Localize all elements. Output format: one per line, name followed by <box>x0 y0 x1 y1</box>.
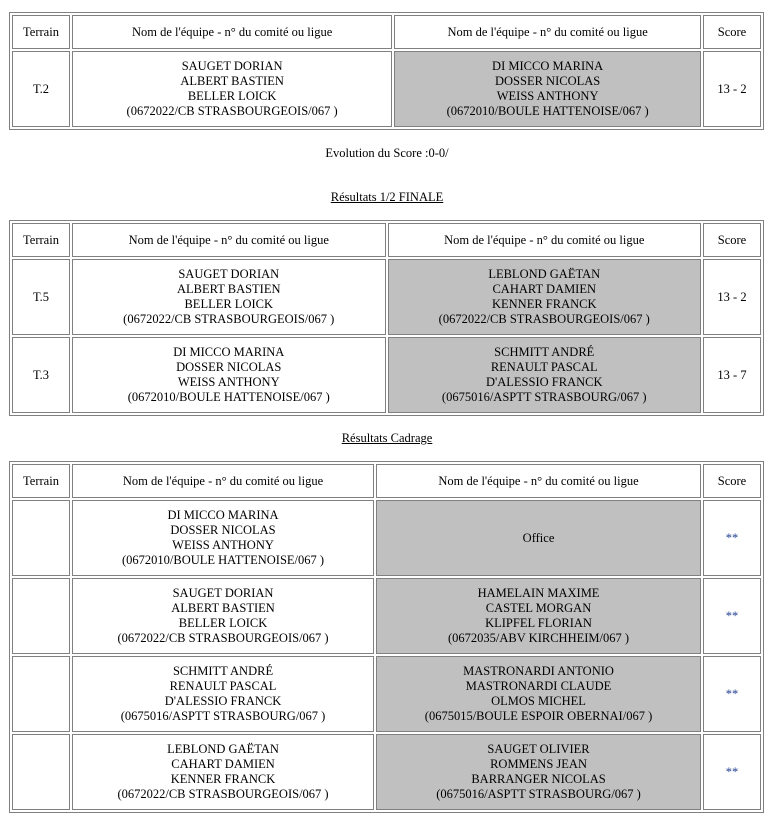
player-name: RENAULT PASCAL <box>169 679 277 693</box>
header-terrain: Terrain <box>12 223 70 257</box>
score-cell: 13 - 2 <box>703 259 761 335</box>
player-name: DOSSER NICOLAS <box>176 360 282 374</box>
player-name: SAUGET OLIVIER <box>487 742 590 756</box>
score-cell: ** <box>703 578 761 654</box>
player-name: LEBLOND GAËTAN <box>167 742 279 756</box>
terrain-cell: T.5 <box>12 259 70 335</box>
results-page <box>0 12 774 813</box>
player-name: SAUGET DORIAN <box>172 586 274 600</box>
club-line: (0675016/ASPTT STRASBOURG/067 ) <box>120 709 326 723</box>
results-table <box>9 461 764 813</box>
score-cell: ** <box>703 656 761 732</box>
club-line: (0672010/BOULE HATTENOISE/067 ) <box>446 104 649 118</box>
club-line: (0672010/BOULE HATTENOISE/067 ) <box>127 390 330 404</box>
club-line: (0675016/ASPTT STRASBOURG/067 ) <box>436 787 641 801</box>
club-line: (0672022/CB STRASBOURGEOIS/067 ) <box>117 787 329 801</box>
score-cell: ** <box>703 500 761 576</box>
team2-cell <box>388 259 702 335</box>
team1-cell <box>72 259 386 335</box>
club-line: (0675015/BOULE ESPOIR OBERNAI/067 ) <box>424 709 653 723</box>
club-line: (0672022/CB STRASBOURGEOIS/067 ) <box>117 631 329 645</box>
match-row <box>12 51 761 127</box>
terrain-cell: T.2 <box>12 51 70 127</box>
team1-cell <box>72 734 374 810</box>
player-name: MASTRONARDI ANTONIO <box>463 664 614 678</box>
player-name: KENNER FRANCK <box>170 772 276 786</box>
header-terrain: Terrain <box>12 15 70 49</box>
score-cell: ** <box>703 734 761 810</box>
team1-cell <box>72 337 386 413</box>
club-line: (0672022/CB STRASBOURGEOIS/067 ) <box>123 312 335 326</box>
player-name: ALBERT BASTIEN <box>176 282 281 296</box>
player-name: CASTEL MORGAN <box>485 601 592 615</box>
player-name: HAMELAIN MAXIME <box>477 586 600 600</box>
header-team1: Nom de l'équipe - n° du comité ou ligue <box>72 15 392 49</box>
player-name: OLMOS MICHEL <box>491 694 586 708</box>
terrain-cell <box>12 500 70 576</box>
header-row <box>12 15 761 49</box>
match-row <box>12 259 761 335</box>
player-name: DOSSER NICOLAS <box>170 523 276 537</box>
player-name: DI MICCO MARINA <box>167 508 279 522</box>
results-table <box>9 12 764 130</box>
terrain-cell <box>12 578 70 654</box>
player-name: Office <box>522 530 555 545</box>
section-title: Résultats 1/2 FINALE <box>330 190 444 204</box>
player-name: DI MICCO MARINA <box>492 59 604 73</box>
club-line: (0675016/ASPTT STRASBOURG/067 ) <box>441 390 647 404</box>
terrain-cell <box>12 656 70 732</box>
player-name: LEBLOND GAËTAN <box>488 267 601 281</box>
match-row <box>12 656 761 732</box>
team1-cell <box>72 500 374 576</box>
team1-cell <box>72 578 374 654</box>
header-team2: Nom de l'équipe - n° du comité ou ligue <box>394 15 701 49</box>
club-line: (0672010/BOULE HATTENOISE/067 ) <box>121 553 325 567</box>
player-name: ROMMENS JEAN <box>490 757 587 771</box>
team2-cell <box>376 578 701 654</box>
player-name: ALBERT BASTIEN <box>171 601 275 615</box>
team2-cell <box>376 656 701 732</box>
match-row <box>12 337 761 413</box>
player-name: WEISS ANTHONY <box>496 89 599 103</box>
header-team2: Nom de l'équipe - n° du comité ou ligue <box>376 464 701 498</box>
team1-cell <box>72 51 392 127</box>
player-name: SCHMITT ANDRÉ <box>172 664 274 678</box>
match-row <box>12 734 761 810</box>
header-team1: Nom de l'équipe - n° du comité ou ligue <box>72 464 374 498</box>
player-name: BELLER LOICK <box>178 616 268 630</box>
match-row <box>12 500 761 576</box>
club-line: (0672022/CB STRASBOURGEOIS/067 ) <box>126 104 338 118</box>
player-name: BELLER LOICK <box>184 297 274 311</box>
player-name: DOSSER NICOLAS <box>495 74 601 88</box>
header-score: Score <box>703 464 761 498</box>
terrain-cell: T.3 <box>12 337 70 413</box>
header-row <box>12 464 761 498</box>
player-name: DI MICCO MARINA <box>173 345 285 359</box>
score-evolution: Evolution du Score :0-0/ <box>325 146 449 160</box>
team1-cell <box>72 656 374 732</box>
player-name: MASTRONARDI CLAUDE <box>465 679 612 693</box>
club-line: (0672035/ABV KIRCHHEIM/067 ) <box>448 631 630 645</box>
player-name: SAUGET DORIAN <box>178 267 280 281</box>
player-name: KLIPFEL FLORIAN <box>485 616 592 630</box>
player-name: CAHART DAMIEN <box>492 282 597 296</box>
player-name: BELLER LOICK <box>187 89 277 103</box>
score-cell: 13 - 7 <box>703 337 761 413</box>
results-table <box>9 220 764 416</box>
section-title: Résultats Cadrage <box>341 431 433 445</box>
team2-cell <box>376 734 701 810</box>
header-row <box>12 223 761 257</box>
player-name: ALBERT BASTIEN <box>180 74 284 88</box>
player-name: RENAULT PASCAL <box>490 360 598 374</box>
player-name: CAHART DAMIEN <box>171 757 275 771</box>
team2-cell <box>394 51 701 127</box>
team2-cell <box>388 337 702 413</box>
header-terrain: Terrain <box>12 464 70 498</box>
player-name: KENNER FRANCK <box>491 297 597 311</box>
player-name: D'ALESSIO FRANCK <box>485 375 603 389</box>
header-team1: Nom de l'équipe - n° du comité ou ligue <box>72 223 386 257</box>
score-cell: 13 - 2 <box>703 51 761 127</box>
player-name: WEISS ANTHONY <box>172 538 274 552</box>
match-row <box>12 578 761 654</box>
player-name: SAUGET DORIAN <box>181 59 283 73</box>
player-name: WEISS ANTHONY <box>177 375 280 389</box>
player-name: SCHMITT ANDRÉ <box>494 345 595 359</box>
header-score: Score <box>703 223 761 257</box>
player-name: D'ALESSIO FRANCK <box>164 694 282 708</box>
terrain-cell <box>12 734 70 810</box>
team2-cell <box>376 500 701 576</box>
header-team2: Nom de l'équipe - n° du comité ou ligue <box>388 223 702 257</box>
club-line: (0672022/CB STRASBOURGEOIS/067 ) <box>438 312 650 326</box>
header-score: Score <box>703 15 761 49</box>
player-name: BARRANGER NICOLAS <box>471 772 606 786</box>
